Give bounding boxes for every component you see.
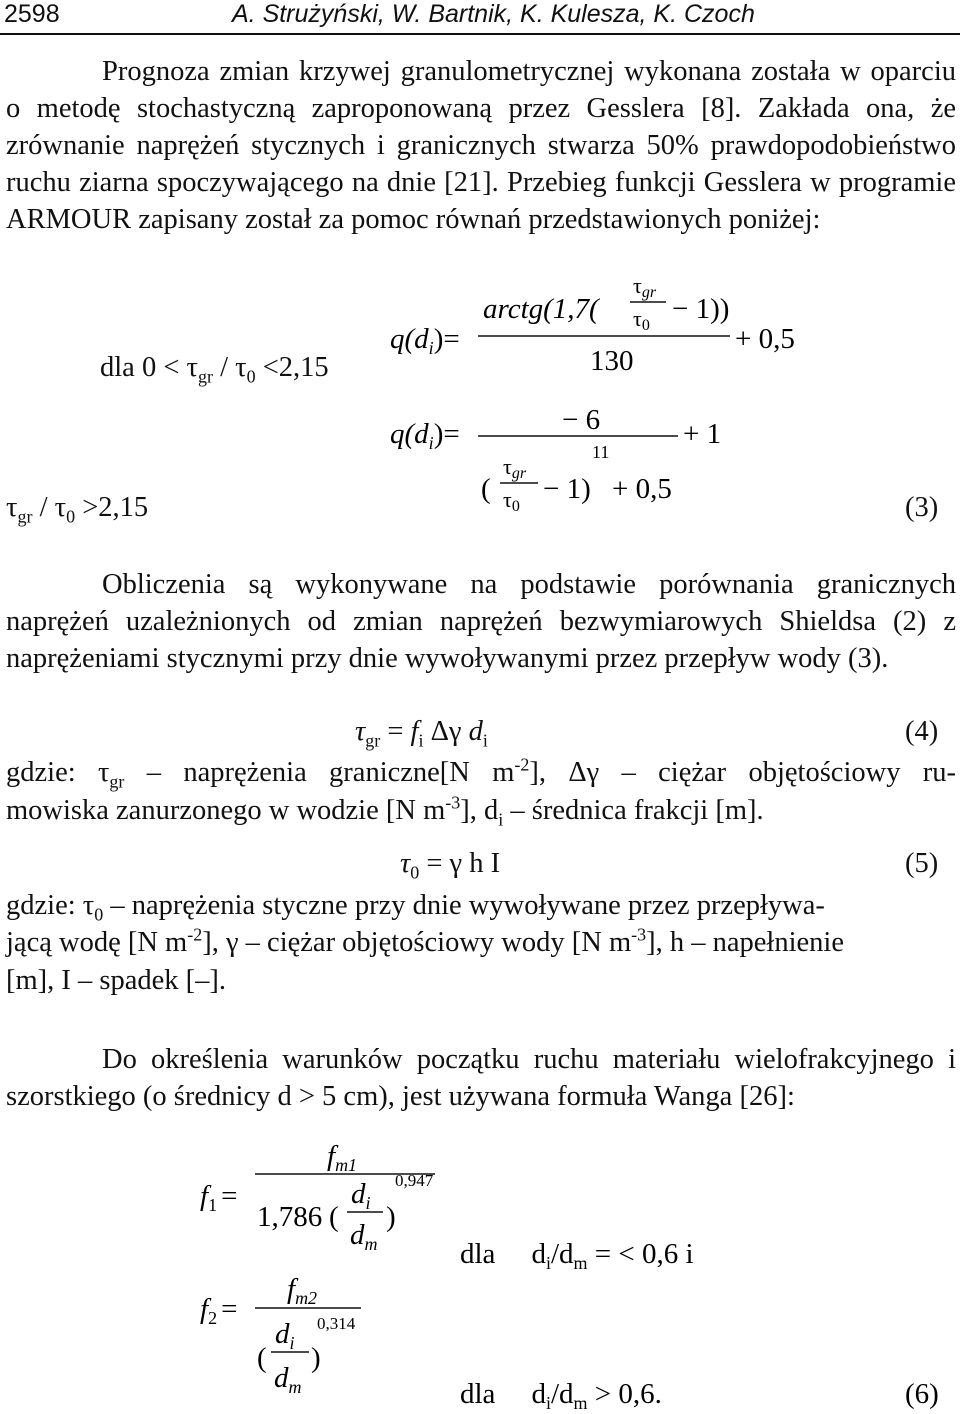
- paragraph-calculations: Obliczenia są wykonywane na podstawie porównania granicznych naprężeń uzależnionych od zmian naprężeń bezwymiarowych Shieldsa (2) z naprężeniami stycznymi przy dnie wywoływanymi przez przepływ wody (3).: [6, 569, 956, 674]
- eq6-fm1: $f_{m1}$: [327, 1140, 358, 1175]
- eq3-condition-2: $\tau_{gr} / \tau_0 >2,15$: [6, 492, 149, 527]
- header-rule: [0, 33, 960, 35]
- eq6-condition-1: dla $d_i/d_m$ = < 0,6 i: [460, 1238, 694, 1273]
- eq6-fm2: $f_{m2}$: [287, 1273, 318, 1308]
- eq3-f1-numerator-end: − 1)): [672, 293, 730, 325]
- running-authors: A. Strużyński, W. Bartnik, K. Kulesza, K. Czoch: [232, 0, 755, 28]
- paragraph-wang: Do określenia warunków początku ruchu materiału wielofrakcyjnego i szorstkiego (o średnicy d > 5 cm), jest używana formuła Wanga [26]:: [6, 1044, 956, 1112]
- eq5-number: (5): [905, 848, 939, 879]
- eq3-formulas: [380, 268, 820, 528]
- eq3-f2-den-tail: + 0,5: [612, 473, 672, 505]
- eq3-condition-1: dla $0 < \tau_{gr} / \tau_0 <2,15$: [100, 352, 329, 387]
- eq3-tau-gr: τgr: [633, 273, 657, 301]
- eq6-close-paren-2: ): [311, 1342, 321, 1374]
- eq6-f1-lhs: $f_1$ =: [200, 1180, 238, 1215]
- eq6-open-paren-1: (: [329, 1201, 339, 1233]
- eq6-exponent-1: 0,947: [395, 1171, 434, 1190]
- eq6-open-paren-2: (: [257, 1342, 267, 1374]
- eq5-description-line-3: [m], I – spadek [–].: [6, 965, 227, 996]
- eq6-exponent-2: 0,314: [317, 1314, 356, 1333]
- eq6-coefficient: 1,786: [257, 1201, 323, 1233]
- running-header: [0, 0, 960, 32]
- eq3-f1-tail: + 0,5: [735, 323, 795, 355]
- eq3-f2-exponent: 11: [592, 442, 610, 462]
- eq3-tau-0: τ0: [633, 306, 650, 334]
- eq5-description-line-2: jącą wodę [N $m^{-2}$], γ – ciężar objętościowy wody [N $m^{-3}$], h – napełnienie: [6, 924, 844, 958]
- eq4-description-line-1: gdzie: $\tau_{gr}$ – naprężenia graniczne[N $m^{-2}$], Δγ – ciężar objętościowy ru-: [6, 754, 956, 792]
- eq6-f2-lhs: $f_2$ =: [200, 1293, 238, 1328]
- eq3-f2-numerator: − 6: [562, 404, 601, 436]
- eq3-f1-numerator: arctg(1,7(: [483, 293, 599, 325]
- eq6-close-paren-1: ): [386, 1201, 396, 1233]
- equation-6: [195, 1130, 960, 1414]
- eq4-formula: $\tau_{gr} = f_i$ Δγ $d_i$: [355, 716, 488, 751]
- eq5-formula: $\tau_0 = \gamma$ h I: [400, 848, 501, 883]
- eq3-f2-open-paren: (: [481, 473, 491, 505]
- eq3-lhs-2: $q(d_i)=$: [390, 418, 460, 453]
- page-number: 2598: [4, 0, 60, 28]
- eq3-tau-gr-2: τgr: [503, 454, 527, 482]
- eq6-di-2: $d_i$: [275, 1318, 295, 1353]
- eq3-f1-denominator: 130: [590, 345, 634, 377]
- eq6-dm-1: $d_m$: [350, 1219, 378, 1254]
- eq4-description-line-2: mowiska zanurzonego w wodzie [N $m^{-3}$], $d_i$ – średnica frakcji [m].: [6, 792, 764, 830]
- eq6-condition-2: dla $d_i/d_m > 0,6$.: [460, 1378, 662, 1413]
- eq6-dm-2: $d_m$: [274, 1362, 302, 1397]
- eq3-tau-0-2: τ0: [503, 487, 520, 515]
- paragraph-gessler: Prognoza zmian krzywej granulometrycznej wykonana została w oparciu o metodę stochastyczną zaproponowaną przez Gesslera [8]. Zakłada ona, że zrównanie naprężeń stycznych i granicznych stwarza 50% prawdopodobieństwo ruchu ziarna spoczywającego na dnie [21]. Przebieg funkcji Gesslera w programie ARMOUR zapisany został za pomoc równań przedstawionych poniżej:: [6, 56, 956, 235]
- eq6-number: (6): [905, 1378, 939, 1410]
- eq4-number: (4): [905, 716, 939, 747]
- eq6-di-1: $d_i$: [351, 1178, 371, 1213]
- eq3-f2-tail: + 1: [683, 418, 722, 450]
- eq3-f2-minus-one: − 1): [543, 473, 591, 505]
- eq5-description-line-1: gdzie: $\tau_0$ – naprężenia styczne przy dnie wywoływane przez przepływa-: [6, 890, 825, 925]
- eq3-number: (3): [905, 492, 939, 523]
- eq3-lhs-1: $q(d_i)=$: [390, 323, 460, 358]
